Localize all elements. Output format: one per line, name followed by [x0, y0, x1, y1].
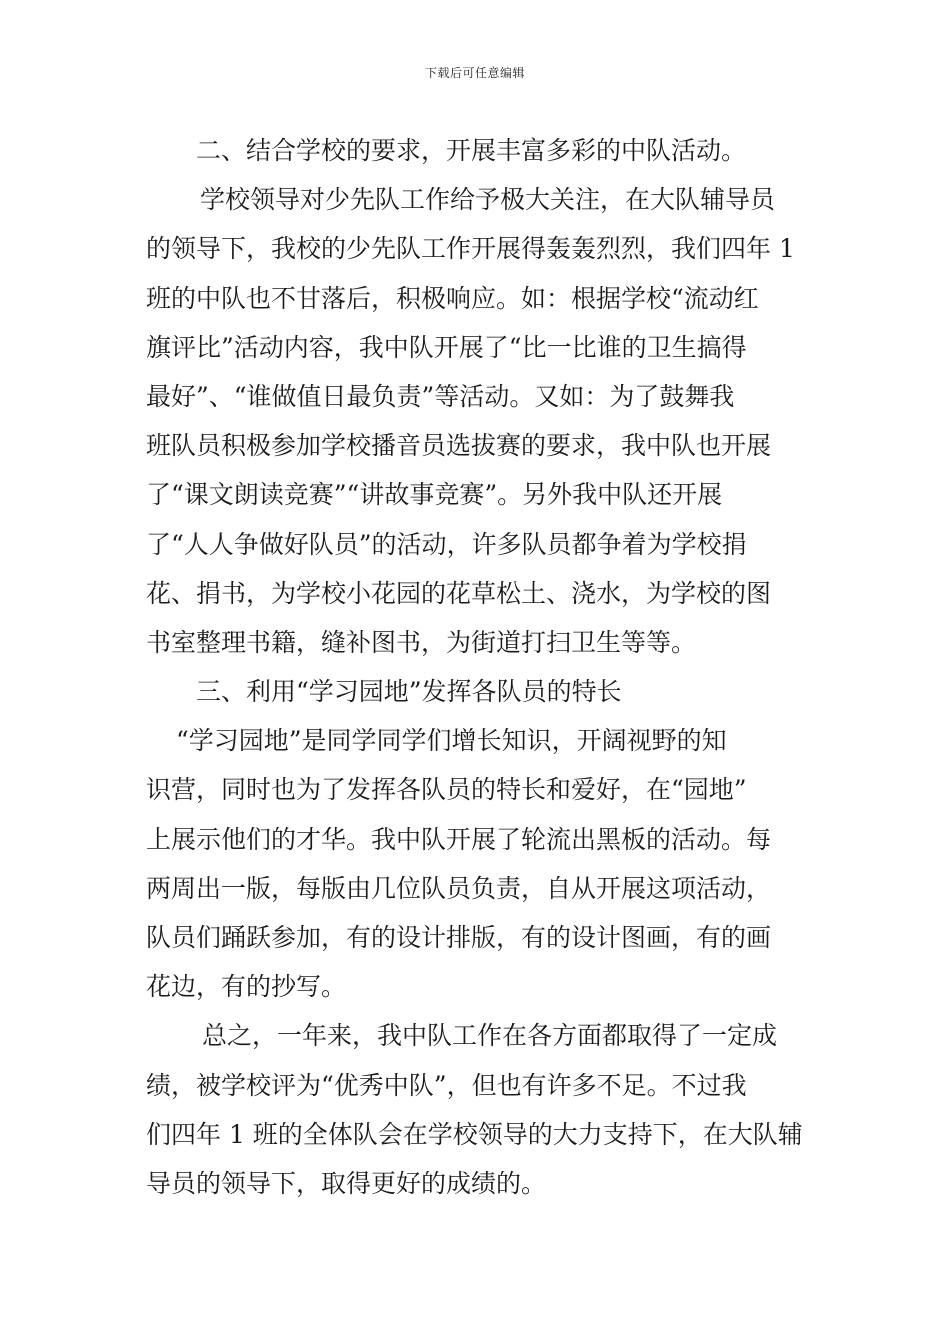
paragraph-line: 书室整理书籍，缝补图书，为街道打扫卫生等等。	[146, 627, 697, 657]
paragraph-line: 导员的领导下，取得更好的成绩的。	[146, 1168, 547, 1198]
paragraph-line: 班的中队也不甘落后，积极响应。如：根据学校“流动红	[146, 283, 759, 313]
paragraph-line: 最好”、“谁做值日最负责”等活动。又如：为了鼓舞我	[146, 381, 735, 411]
paragraph-line: “学习园地”是同学同学们增长知识，开阔视野的知	[176, 726, 727, 756]
paragraph-line: 的领导下，我校的少先队工作开展得轰轰烈烈，我们四年 1	[146, 234, 795, 264]
paragraph-line: 识营，同时也为了发挥各队员的特长和爱好，在“园地”	[146, 775, 747, 805]
section-3-heading: 三、利用“学习园地”发挥各队员的特长	[196, 677, 622, 707]
paragraph-line: 队员们踊跃参加，有的设计排版，有的设计图画，有的画	[146, 923, 772, 952]
paragraph-line: 班队员积极参加学校播音员选拔赛的要求，我中队也开展	[146, 431, 772, 461]
paragraph-line: 旗评比”活动内容，我中队开展了“比一比谁的卫生搞得	[146, 332, 747, 362]
paragraph-line: 了“课文朗读竞赛”“讲故事竞赛”。另外我中队还开展	[146, 480, 723, 510]
paragraph-line: 花、捐书，为学校小花园的花草松土、浇水，为学校的图	[146, 578, 772, 608]
paragraph-line: 花边，有的抄写。	[146, 972, 347, 1002]
paragraph-line: 学校领导对少先队工作给予极大关注，在大队辅导员	[200, 185, 776, 215]
section-2-heading: 二、结合学校的要求，开展丰富多彩的中队活动。	[196, 136, 747, 165]
paragraph-line: 了“人人争做好队员”的活动，许多队员都争着为学校捐	[146, 529, 747, 559]
page-header: 下载后可任意编辑	[424, 66, 525, 80]
paragraph-line: 总之，一年来，我中队工作在各方面都取得了一定成	[202, 1021, 778, 1051]
paragraph-line: 绩，被学校评为“优秀中队”，但也有许多不足。不过我	[146, 1070, 747, 1100]
document-body	[146, 126, 810, 1208]
paragraph-line: 两周出一版，每版由几位队员负责，自从开展这项活动，	[146, 873, 772, 903]
paragraph-line: 上展示他们的才华。我中队开展了轮流出黑板的活动。每	[146, 824, 772, 854]
paragraph-line: 们四年 1 班的全体队会在学校领导的大力支持下，在大队辅	[146, 1119, 803, 1149]
